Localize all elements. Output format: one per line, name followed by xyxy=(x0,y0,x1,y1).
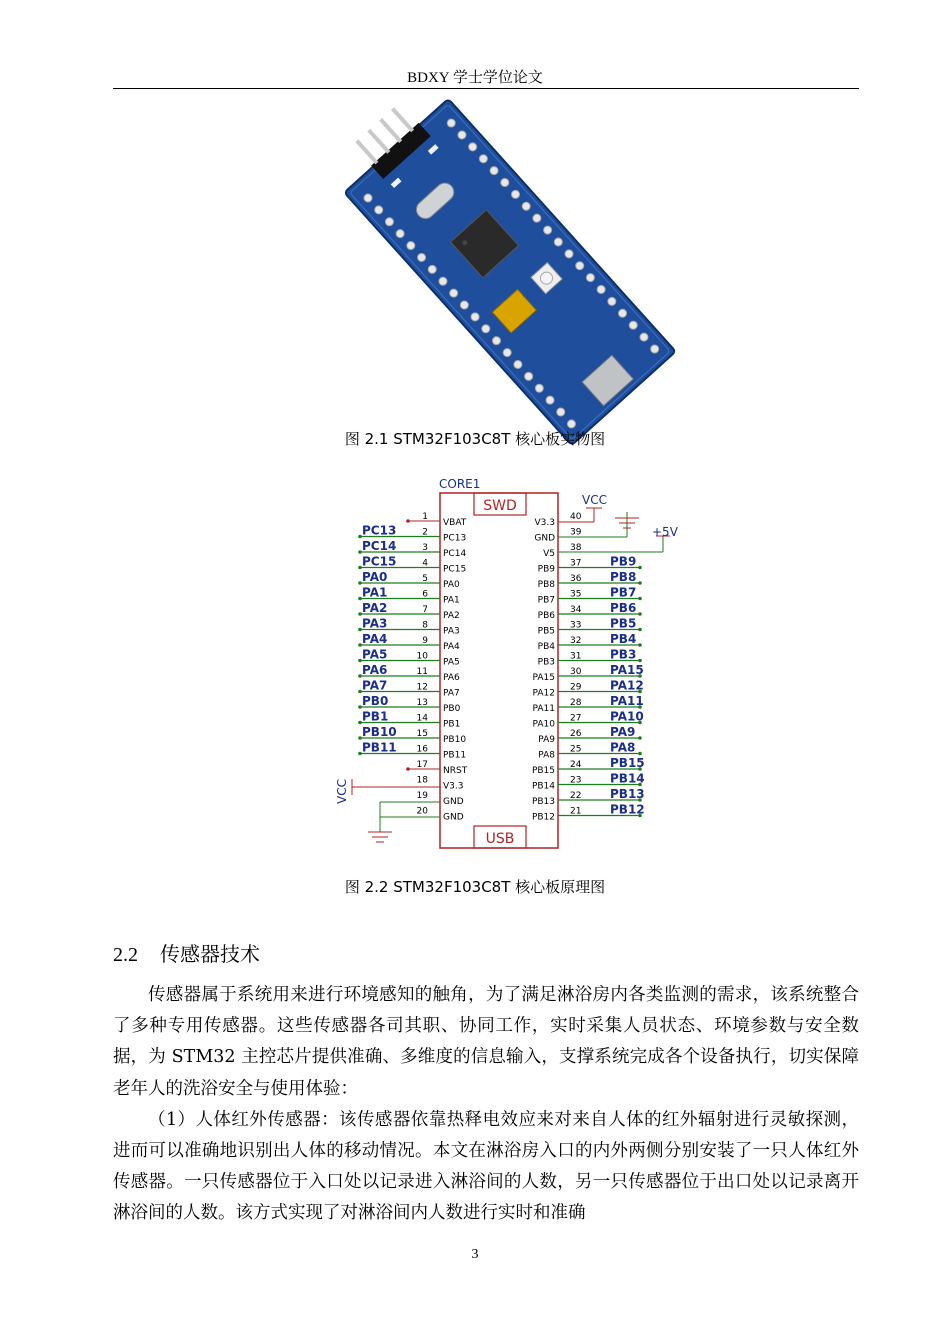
net-label: PA3 xyxy=(362,616,388,631)
stm32-board-photo xyxy=(360,112,660,422)
pin-number: 33 xyxy=(570,620,582,631)
net-dot xyxy=(638,659,642,663)
net-label: PC13 xyxy=(362,523,397,538)
pin-number: 21 xyxy=(570,806,582,817)
pin-number: 10 xyxy=(416,651,428,662)
pin-name: PB4 xyxy=(537,642,555,652)
pin-dot xyxy=(406,519,410,523)
pin-number: 18 xyxy=(416,775,428,786)
section-number: 2.2 xyxy=(113,944,138,966)
pin-name: VBAT xyxy=(443,518,467,528)
net-label: PB7 xyxy=(610,585,637,600)
pin-name: PB8 xyxy=(537,580,555,590)
net-label: PB8 xyxy=(610,570,637,584)
pin-number: 26 xyxy=(570,729,582,739)
pin-name: PA10 xyxy=(532,719,555,730)
pin-number: 6 xyxy=(422,589,428,600)
net-label: PA0 xyxy=(362,570,388,584)
swd-label: SWD xyxy=(483,498,517,514)
net-label: PB13 xyxy=(610,787,645,801)
pin-number: 8 xyxy=(422,620,428,631)
pin-name: PB13 xyxy=(531,797,555,807)
net-label: PB11 xyxy=(362,740,397,755)
pin-number: 5 xyxy=(422,574,428,584)
net-dot xyxy=(638,612,642,616)
paragraph: （1）人体红外传感器：该传感器依靠热释电效应来对来自人体的红外辐射进行灵敏探测，进而可以准确地识别出人体的移动情况。本文在淋浴房入口的内外两侧分别安装了一只人体红外传感器。一只传感器位于入口处以记录进入淋浴间的人数，另一只传感器位于出口处以记录离开淋浴间的人数。该方式实现了对淋浴间内人数进行实时和准确 xyxy=(113,1109,859,1224)
net-label: PA2 xyxy=(362,601,388,615)
pin-name: PB12 xyxy=(531,812,555,823)
net-dot xyxy=(638,628,642,632)
net-label: PB14 xyxy=(610,771,645,786)
running-header: BDXY 学士学位论文 xyxy=(407,70,543,86)
net-label: PC15 xyxy=(362,554,397,569)
net-dot xyxy=(638,643,642,647)
pin-number: 20 xyxy=(416,806,428,817)
net-label: PB12 xyxy=(610,802,645,817)
net-label: PA8 xyxy=(610,740,636,755)
pin-name: V3.3 xyxy=(534,518,555,528)
page-number: 3 xyxy=(471,1247,479,1262)
pin-number: 35 xyxy=(570,589,582,600)
pin-number: 22 xyxy=(570,791,582,801)
pin-number: 23 xyxy=(570,775,582,786)
pin-number: 24 xyxy=(570,760,582,770)
net-label: PB4 xyxy=(610,632,637,646)
pin-name: PB3 xyxy=(537,657,555,668)
pin-name: PA1 xyxy=(443,595,460,606)
net-label: PA12 xyxy=(610,678,644,693)
usb-label: USB xyxy=(485,831,515,847)
net-label: PA15 xyxy=(610,663,644,677)
pin-name: PB9 xyxy=(537,564,555,575)
pin-name: PA4 xyxy=(443,642,460,652)
pin-number: 31 xyxy=(570,651,582,662)
net-label: PA10 xyxy=(610,709,644,724)
net-dot xyxy=(638,752,642,756)
pin-number: 27 xyxy=(570,713,582,724)
pin-number: 4 xyxy=(422,558,428,569)
pin-name: PA6 xyxy=(443,673,460,683)
pin-name: PB10 xyxy=(443,735,467,745)
pin-name: PB14 xyxy=(531,781,555,792)
pin-number: 7 xyxy=(422,605,428,615)
pin-name: PC14 xyxy=(443,549,467,559)
pin-number: 36 xyxy=(570,574,582,584)
pin-name: PA9 xyxy=(538,735,555,745)
net-label: PB1 xyxy=(362,709,389,724)
pin-number: 38 xyxy=(570,543,582,553)
pin-number: 29 xyxy=(570,682,582,693)
pin-number: 30 xyxy=(570,667,582,677)
pin-name: PA0 xyxy=(443,580,460,590)
pin-name: V3.3 xyxy=(443,781,464,792)
pin-name: PA7 xyxy=(443,688,460,699)
pin-number: 1 xyxy=(422,512,428,522)
pin-name: PC15 xyxy=(443,564,467,575)
paragraph: 传感器属于系统用来进行环境感知的触角，为了满足淋浴房内各类监测的需求，该系统整合了多种专用传感器。这些传感器各司其职、协同工作，实时采集人员状态、环境参数与安全数据，为 STM32 主控芯片提供准确、多维度的信息输入，支撑系统完成各个设备执行，切实保障老年人的洗浴安全与使用体验： xyxy=(113,985,859,1099)
pin-name: PB15 xyxy=(531,766,555,776)
body-text xyxy=(113,980,859,1230)
pin-name: PB5 xyxy=(537,626,555,637)
module-name: CORE1 xyxy=(439,477,481,491)
net-dot xyxy=(638,581,642,585)
net-label: PA5 xyxy=(362,647,388,662)
pin-number: 34 xyxy=(570,605,582,615)
pin-name: PA12 xyxy=(532,688,555,699)
pin-number: 17 xyxy=(416,760,428,770)
pin-name: PA3 xyxy=(443,626,460,637)
pin-name: GND xyxy=(443,797,464,807)
pin-name: GND xyxy=(534,533,555,544)
net-label: PB15 xyxy=(610,756,645,770)
pin-number: 11 xyxy=(416,667,428,677)
core-board-schematic xyxy=(330,474,678,859)
net-dot xyxy=(638,736,642,740)
pin-name: PB0 xyxy=(443,704,461,714)
pin-name: PB7 xyxy=(537,595,555,606)
right-pin-group xyxy=(532,512,645,823)
pin-name: PA5 xyxy=(443,657,460,668)
pin-number: 19 xyxy=(416,791,428,801)
net-label: PB9 xyxy=(610,554,637,569)
pin-number: 25 xyxy=(570,744,582,755)
pin-name: NRST xyxy=(443,766,468,776)
pin-number: 32 xyxy=(570,636,582,646)
net-dot xyxy=(638,597,642,601)
header-rule xyxy=(113,88,859,89)
pin-number: 13 xyxy=(416,698,428,708)
figure-2-caption: 图 2.2 STM32F103C8T 核心板原理图 xyxy=(344,878,606,896)
module-name-label xyxy=(439,477,480,491)
plus5v-label: +5V xyxy=(652,525,678,539)
net-label: PA6 xyxy=(362,663,388,677)
pin-name: PB6 xyxy=(537,611,555,621)
net-label: PB6 xyxy=(610,601,637,615)
pin-name: PB11 xyxy=(443,750,467,761)
pin-number: 9 xyxy=(422,636,428,646)
left-pin-group xyxy=(358,512,467,823)
pin-number: 12 xyxy=(416,682,428,693)
net-label: PA4 xyxy=(362,632,388,646)
net-label: PC14 xyxy=(362,539,397,553)
net-label: PA9 xyxy=(610,725,636,739)
net-label: PB3 xyxy=(610,647,637,662)
pin-name: PB1 xyxy=(443,719,461,730)
vcc-left-label: VCC xyxy=(335,779,349,804)
pin-number: 2 xyxy=(422,527,428,538)
pin-name: V5 xyxy=(543,549,555,559)
net-label: PB10 xyxy=(362,725,397,739)
module-outline xyxy=(440,493,558,848)
pin-number: 37 xyxy=(570,558,582,569)
section-title: 传感器技术 xyxy=(160,942,260,966)
section-heading xyxy=(113,938,260,967)
net-label: PB5 xyxy=(610,616,637,631)
vcc-top-label: VCC xyxy=(582,493,607,507)
pin-number: 28 xyxy=(570,698,582,708)
pin-name: PA2 xyxy=(443,611,460,621)
pin-name: GND xyxy=(443,812,464,823)
pin-dot xyxy=(406,767,410,771)
pin-number: 14 xyxy=(416,713,428,724)
pin-name: PA8 xyxy=(538,750,555,761)
pin-number: 39 xyxy=(570,527,582,538)
pin-number: 3 xyxy=(422,543,428,553)
pin-number: 15 xyxy=(416,729,428,739)
pin-number: 40 xyxy=(570,512,582,522)
pin-name: PA15 xyxy=(532,673,555,683)
pin-name: PC13 xyxy=(443,533,467,544)
net-dot xyxy=(638,566,642,570)
figure-1-caption: 图 2.1 STM32F103C8T 核心板实物图 xyxy=(344,430,606,448)
net-label: PA1 xyxy=(362,585,388,600)
pin-number: 16 xyxy=(416,744,428,755)
net-label: PA11 xyxy=(610,694,644,708)
pin-name: PA11 xyxy=(532,704,555,714)
net-label: PB0 xyxy=(362,694,389,708)
net-label: PA7 xyxy=(362,678,388,693)
